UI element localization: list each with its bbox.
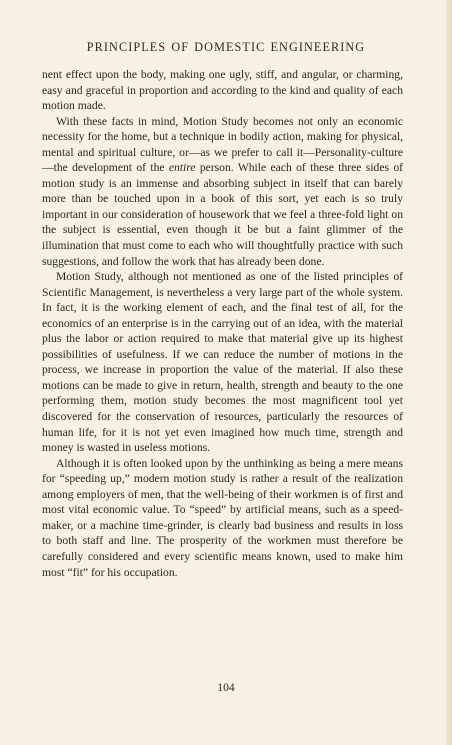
paragraph-text: Motion Study, although not mentioned as one of the listed principles of Scientific Management, is nevertheless a very large part of the whole system. In fact, it is the working element of each, and the final test of all, for the economics of an enterprise is in the carrying out of an idea, with the material plus the labor or action required to make that material give up its highest possibilities of usefulness. If we can reduce the number of motions in the process, we increase in proportion the value of the material. If also these motions can be made to give in return, health, strength and beauty to the one performing them, motion study becomes the most magnificent tool yet discovered for the conservation of resources, particularly the resources of human life, for it is not yet even imagined how much time, strength and money is wasted in useless motions. bbox=[42, 270, 403, 455]
paragraph-continuation bbox=[42, 67, 403, 114]
running-head: PRINCIPLES OF DOMESTIC ENGINEERING bbox=[86, 40, 366, 54]
paragraph-text: nent effect upon the body, making one ugly, stiff, and angular, or charming, easy and graceful in proportion and according to the kind and quality of each motion made. bbox=[42, 68, 403, 113]
page-number: 104 bbox=[217, 681, 235, 694]
paragraph-motion-study-culture bbox=[42, 114, 403, 269]
paragraph-text: Although it is often looked upon by the unthinking as being a mere means for “speeding up,” modern motion study is rather a result of the realization among employers of men, that the well-being of their workmen is of first and most vital economic value. To “speed” by artificial means, such as a speed-maker, or a machine time-grinder, is clearly bad business and results in loss to both staff and line. The prosperity of the workmen must therefore be carefully considered and every scientific means known, used to make him most “fit” for his occupation. bbox=[42, 456, 403, 579]
paragraph-speeding-up bbox=[42, 456, 403, 580]
paragraph-text: person. While each of these three sides of motion study is an immense and absorbing subject in itself that can barely more than be touched upon in a book of this sort, yet each is so truly important in our consideration of housework that we feel a three-fold light on the subject is essential, even though it be but a faint glimmer of the illumination that must come to each who will thoughtfully practice with such suggestions, and follow the work that has already been done. bbox=[42, 161, 404, 268]
body-text bbox=[42, 67, 403, 580]
page-edge-shadow bbox=[446, 0, 452, 745]
paragraph-scientific-management bbox=[42, 269, 403, 456]
paragraph-text: With these facts in mind, Motion Study becomes not only an economic necessity for the home, but a technique in bodily action, making for physical, mental and spiritual culture, or—as we prefer to call it—Personality-culture—the development of the bbox=[42, 114, 403, 175]
italic-emphasis: entire bbox=[168, 161, 196, 175]
